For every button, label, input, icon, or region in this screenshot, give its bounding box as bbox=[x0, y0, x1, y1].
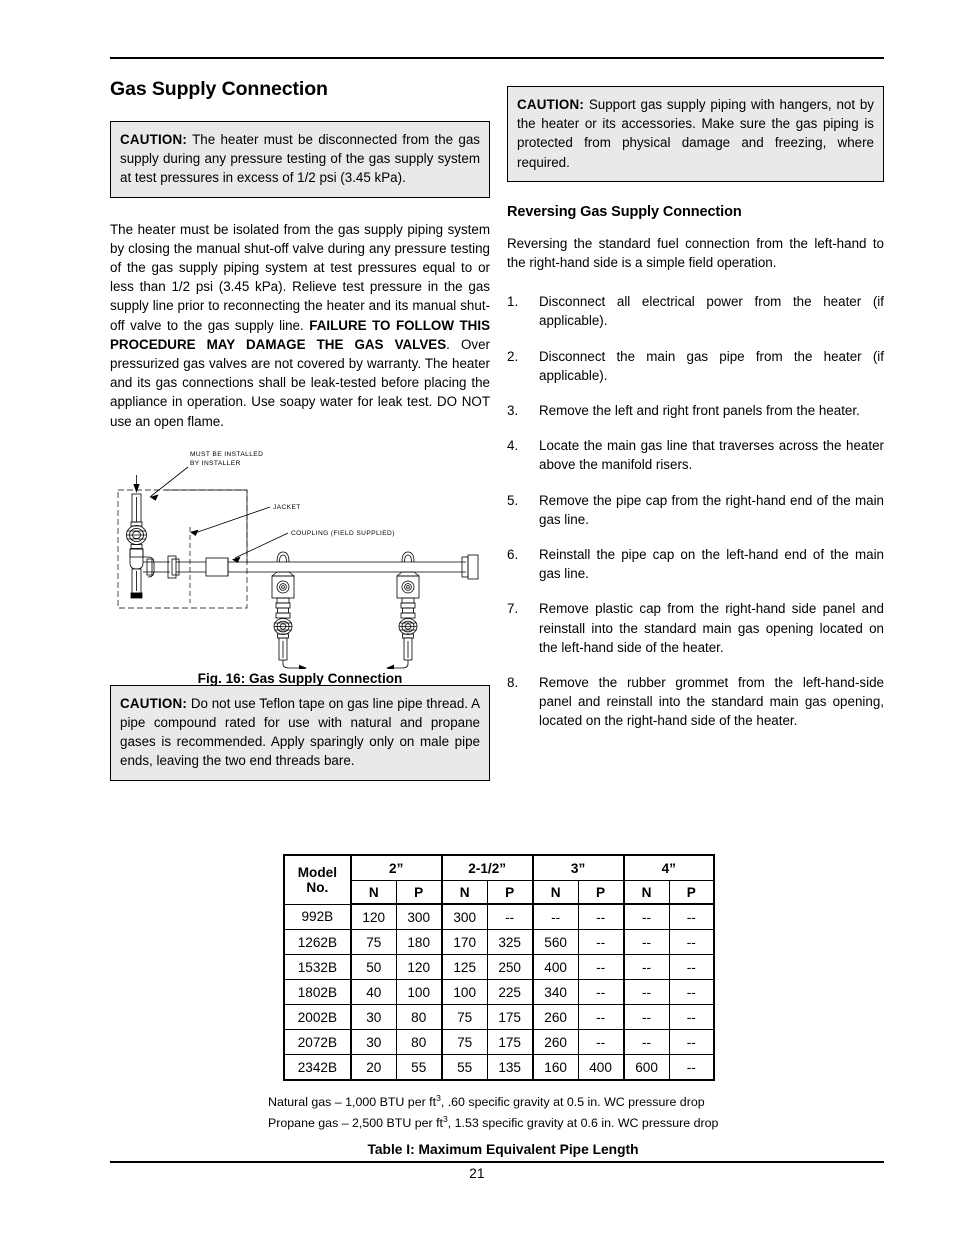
diagram-arrowheads bbox=[133, 484, 394, 669]
table-header-size-2in: 2” bbox=[351, 855, 442, 881]
table-row bbox=[284, 1055, 714, 1081]
subsection-title-reversing: Reversing Gas Supply Connection bbox=[507, 203, 742, 220]
cell-model: 2072B bbox=[284, 1030, 351, 1055]
step-number: 5. bbox=[507, 492, 519, 508]
cell-value: -- bbox=[624, 1030, 669, 1055]
cell-value: 120 bbox=[351, 904, 396, 930]
cell-value: 400 bbox=[578, 1055, 623, 1081]
cell-value: -- bbox=[669, 955, 714, 980]
table-header-np: P bbox=[578, 881, 623, 905]
cell-value: 600 bbox=[624, 1055, 669, 1081]
list-item bbox=[507, 401, 884, 420]
cell-value: 300 bbox=[442, 904, 487, 930]
cell-value: -- bbox=[578, 930, 623, 955]
caution-label: CAUTION: bbox=[517, 97, 585, 112]
left-column bbox=[110, 78, 490, 781]
caution-box-pressure-testing bbox=[110, 121, 490, 198]
page-number: 21 bbox=[469, 1166, 485, 1181]
caution-box-piping-support bbox=[507, 86, 884, 182]
table-row bbox=[284, 904, 714, 930]
cell-model: 1532B bbox=[284, 955, 351, 980]
cell-value: 100 bbox=[442, 980, 487, 1005]
caution-box-teflon-tape bbox=[110, 685, 490, 781]
step-number: 7. bbox=[507, 601, 519, 617]
cell-value: -- bbox=[487, 904, 532, 930]
right-column bbox=[507, 86, 884, 747]
cell-value: 120 bbox=[396, 955, 441, 980]
cell-value: -- bbox=[624, 955, 669, 980]
cell-value: -- bbox=[669, 1030, 714, 1055]
callout-jacket: JACKET bbox=[273, 503, 301, 511]
table-header-np: P bbox=[396, 881, 441, 905]
cell-model: 1262B bbox=[284, 930, 351, 955]
table-header-size-4in: 4” bbox=[624, 855, 714, 881]
cell-model: 2342B bbox=[284, 1055, 351, 1081]
cell-value: 100 bbox=[396, 980, 441, 1005]
paragraph-bold-warning: FAILURE TO FOLLOW THIS PROCEDURE MAY DAMAGE THE GAS VALVES bbox=[110, 317, 491, 352]
paragraph-part-1: The heater must be isolated from the gas supply piping system by closing the manual shut-off valve during any pressure testing of the gas supply piping system at test pressures equal to or less than 1/2 psi (3.45 kPa). Relieve test pressure in the gas supply line prior to reconnecting the heater and its manual shut-off valve to the gas supply line. bbox=[110, 221, 490, 333]
list-item bbox=[507, 292, 884, 330]
cell-value: -- bbox=[578, 955, 623, 980]
paragraph-reversing-intro: Reversing the standard fuel connection from the left-hand to the right-hand side is a simple field operation. bbox=[507, 235, 884, 271]
table-header-row-sizes bbox=[284, 855, 714, 881]
header-rule bbox=[110, 57, 884, 59]
table-header-size-3in: 3” bbox=[533, 855, 624, 881]
model-header-line1: Model bbox=[297, 864, 338, 880]
cell-value: 325 bbox=[487, 930, 532, 955]
cell-value: 300 bbox=[396, 904, 441, 930]
step-text: Remove the left and right front panels from the heater. bbox=[539, 403, 860, 419]
step-number: 6. bbox=[507, 547, 519, 563]
footnote-superscript: 3 bbox=[442, 1114, 448, 1125]
cell-value: 55 bbox=[442, 1055, 487, 1081]
step-text: Remove plastic cap from the right-hand side panel and reinstall into the standard main gas opening located on the left-hand side of the heater. bbox=[539, 601, 884, 655]
cell-value: 260 bbox=[533, 1030, 578, 1055]
caution-text: Do not use Teflon tape on gas line pipe thread. A pipe compound rated for use with natural and propane gases is recommended. Apply sparingly only on male pipe ends, leaving the two end threads bare. bbox=[120, 695, 480, 769]
page-title: Gas Supply Connection bbox=[110, 78, 328, 100]
caution-label: CAUTION: bbox=[120, 695, 188, 711]
table-header-np: N bbox=[624, 881, 669, 905]
step-number: 4. bbox=[507, 438, 519, 454]
caution-text: Support gas supply piping with hangers, not by the heater or its accessories. Make sure the gas piping is protected from physical damage and freezing, where required. bbox=[517, 97, 874, 170]
cell-value: 80 bbox=[396, 1005, 441, 1030]
cell-value: 170 bbox=[442, 930, 487, 955]
footnote-text-b: , .60 specific gravity at 0.5 in. WC pressure drop bbox=[440, 1095, 705, 1110]
table-row bbox=[284, 1030, 714, 1055]
list-item bbox=[507, 599, 884, 657]
footnote-natural-gas bbox=[268, 1090, 738, 1111]
cell-value: 55 bbox=[396, 1055, 441, 1081]
cell-model: 992B bbox=[284, 904, 351, 930]
caution-text: The heater must be disconnected from the gas supply during any pressure testing of the gas supply system at test pressures in excess of 1/2 psi (3.45 kPa). bbox=[120, 132, 480, 186]
step-text: Remove the pipe cap from the right-hand end of the main gas line. bbox=[539, 492, 884, 527]
cell-value: -- bbox=[669, 980, 714, 1005]
step-number: 3. bbox=[507, 403, 519, 419]
cell-value: 20 bbox=[351, 1055, 396, 1081]
table-header-np: N bbox=[351, 881, 396, 905]
footnote-text-a: Natural gas – 1,000 BTU per ft bbox=[268, 1095, 437, 1110]
table-caption: Table I: Maximum Equivalent Pipe Length bbox=[367, 1142, 639, 1158]
step-text: Locate the main gas line that traverses across the heater above the manifold risers. bbox=[539, 438, 884, 473]
cell-model: 1802B bbox=[284, 980, 351, 1005]
cell-value: 125 bbox=[442, 955, 487, 980]
cell-value: -- bbox=[578, 904, 623, 930]
step-text: Disconnect the main gas pipe from the heater (if applicable). bbox=[539, 348, 884, 383]
cell-value: -- bbox=[624, 1005, 669, 1030]
figure-gas-supply-connection bbox=[110, 445, 490, 686]
footnote-text-a: Propane gas – 2,500 BTU per ft bbox=[268, 1116, 443, 1131]
table-row bbox=[284, 1005, 714, 1030]
cell-value: 400 bbox=[533, 955, 578, 980]
cell-value: -- bbox=[578, 1005, 623, 1030]
reversing-steps-list bbox=[507, 292, 884, 730]
cell-value: 40 bbox=[351, 980, 396, 1005]
figure-caption: Fig. 16: Gas Supply Connection bbox=[197, 670, 403, 686]
cell-value: 175 bbox=[487, 1030, 532, 1055]
cell-value: -- bbox=[624, 930, 669, 955]
pipe-length-table-wrapper bbox=[283, 854, 715, 1081]
list-item bbox=[507, 347, 884, 385]
gas-piping-diagram bbox=[110, 445, 490, 669]
cell-value: -- bbox=[624, 980, 669, 1005]
cell-value: 250 bbox=[487, 955, 532, 980]
cell-value: 180 bbox=[396, 930, 441, 955]
cell-value: 260 bbox=[533, 1005, 578, 1030]
table-header bbox=[284, 855, 714, 904]
table-footnotes-wrapper bbox=[268, 1084, 738, 1157]
footnote-text-b: , 1.53 specific gravity at 0.6 in. WC pressure drop bbox=[447, 1116, 719, 1131]
footnote-superscript: 3 bbox=[436, 1093, 441, 1103]
cell-value: 175 bbox=[487, 1005, 532, 1030]
cell-value: -- bbox=[669, 1055, 714, 1081]
step-number: 1. bbox=[507, 294, 519, 310]
cell-value: -- bbox=[669, 1005, 714, 1030]
table-row bbox=[284, 955, 714, 980]
paragraph-isolation-procedure bbox=[110, 220, 490, 431]
cell-value: 75 bbox=[351, 930, 396, 955]
callout-must-be-installed-line1: MUST BE INSTALLED bbox=[190, 450, 264, 458]
table-header-size-2_5in: 2-1/2” bbox=[442, 855, 533, 881]
cell-value: 560 bbox=[533, 930, 578, 955]
cell-value: -- bbox=[578, 1030, 623, 1055]
footer-rule bbox=[110, 1161, 884, 1163]
cell-value: -- bbox=[533, 904, 578, 930]
cell-value: 30 bbox=[351, 1005, 396, 1030]
cell-value: -- bbox=[578, 980, 623, 1005]
step-text: Disconnect all electrical power from the heater (if applicable). bbox=[539, 294, 884, 329]
caution-label: CAUTION: bbox=[120, 132, 188, 147]
step-number: 2. bbox=[507, 348, 519, 364]
list-item bbox=[507, 491, 884, 529]
cell-value: 340 bbox=[533, 980, 578, 1005]
table-row bbox=[284, 980, 714, 1005]
step-text: Reinstall the pipe cap on the left-hand end of the main gas line. bbox=[539, 547, 884, 582]
table-row bbox=[284, 930, 714, 955]
list-item bbox=[507, 673, 884, 731]
footnote-propane-gas bbox=[268, 1111, 738, 1132]
table-header-np: P bbox=[669, 881, 714, 905]
cell-value: 225 bbox=[487, 980, 532, 1005]
table-header-np: N bbox=[533, 881, 578, 905]
table-header-np: P bbox=[487, 881, 532, 905]
model-header-line2: No. bbox=[306, 879, 329, 895]
maximum-equivalent-pipe-length-table bbox=[283, 854, 715, 1081]
callout-must-be-installed-line2: BY INSTALLER bbox=[190, 459, 241, 467]
cell-value: 160 bbox=[533, 1055, 578, 1081]
step-number: 8. bbox=[507, 675, 519, 691]
cell-value: -- bbox=[669, 930, 714, 955]
cell-value: -- bbox=[624, 904, 669, 930]
table-header-model bbox=[284, 855, 351, 904]
step-text: Remove the rubber grommet from the left-hand-side panel and reinstall into the standard main gas opening, located on the right-hand side of the heater. bbox=[539, 675, 884, 729]
callout-coupling: COUPLING (FIELD SUPPLIED) bbox=[291, 529, 395, 537]
cell-value: 75 bbox=[442, 1005, 487, 1030]
cell-value: 135 bbox=[487, 1055, 532, 1081]
table-footnotes bbox=[268, 1090, 738, 1132]
paragraph-part-2: . Over pressurized gas valves are not covered by warranty. The heater and its gas connections shall be leak-tested before placing the appliance in operation. Use soapy water for leak test. DO NOT use an open flame. bbox=[110, 336, 490, 429]
table-body bbox=[284, 904, 714, 1080]
cell-value: 30 bbox=[351, 1030, 396, 1055]
cell-value: 80 bbox=[396, 1030, 441, 1055]
list-item bbox=[507, 436, 884, 474]
cell-value: 50 bbox=[351, 955, 396, 980]
table-header-np: N bbox=[442, 881, 487, 905]
list-item bbox=[507, 545, 884, 583]
cell-value: 75 bbox=[442, 1030, 487, 1055]
cell-value: -- bbox=[669, 904, 714, 930]
cell-model: 2002B bbox=[284, 1005, 351, 1030]
